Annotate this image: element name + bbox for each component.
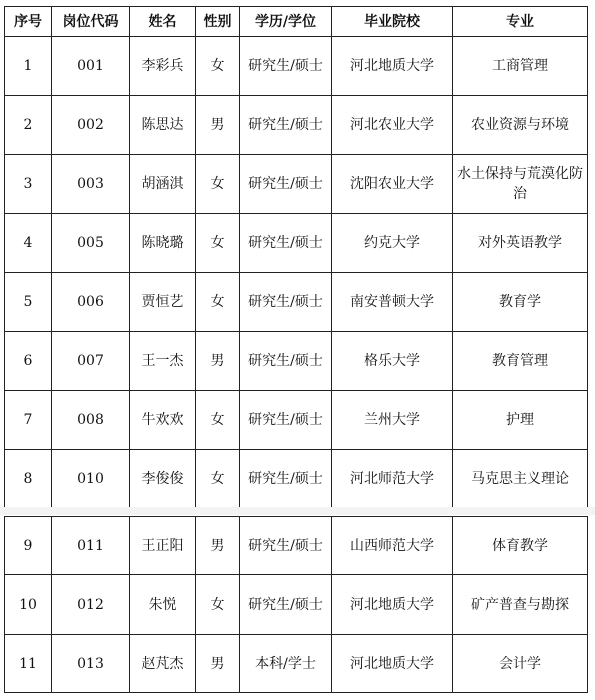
cell-school: 山西师范大学 bbox=[332, 517, 453, 575]
table-row bbox=[5, 635, 588, 693]
table-row bbox=[5, 575, 588, 635]
cell-school: 南安普顿大学 bbox=[332, 273, 453, 332]
cell-index: 2 bbox=[5, 96, 52, 155]
cell-school: 河北师范大学 bbox=[332, 450, 453, 509]
cell-education: 研究生/硕士 bbox=[240, 575, 332, 635]
cell-gender: 男 bbox=[196, 332, 240, 391]
cell-index: 4 bbox=[5, 214, 52, 273]
table-row bbox=[5, 391, 588, 450]
table-row bbox=[5, 37, 588, 96]
cell-school: 河北地质大学 bbox=[332, 635, 453, 693]
cell-position-code: 002 bbox=[52, 96, 130, 155]
cell-name: 胡涵淇 bbox=[130, 155, 196, 214]
header-name: 姓名 bbox=[130, 7, 196, 37]
personnel-table-page-2 bbox=[4, 516, 588, 693]
cell-index: 3 bbox=[5, 155, 52, 214]
cell-gender: 女 bbox=[196, 214, 240, 273]
cell-gender: 男 bbox=[196, 517, 240, 575]
header-school: 毕业院校 bbox=[332, 7, 453, 37]
cell-name: 陈思达 bbox=[130, 96, 196, 155]
cell-name: 王一杰 bbox=[130, 332, 196, 391]
cell-index: 9 bbox=[5, 517, 52, 575]
cell-index: 8 bbox=[5, 450, 52, 509]
header-education: 学历/学位 bbox=[240, 7, 332, 37]
cell-major: 教育学 bbox=[453, 273, 588, 332]
personnel-table-page-1 bbox=[4, 6, 588, 509]
cell-school: 河北地质大学 bbox=[332, 37, 453, 96]
table-row bbox=[5, 96, 588, 155]
cell-major: 水土保持与荒漠化防治 bbox=[453, 155, 588, 214]
cell-major: 护理 bbox=[453, 391, 588, 450]
cell-education: 研究生/硕士 bbox=[240, 96, 332, 155]
cell-gender: 男 bbox=[196, 96, 240, 155]
cell-position-code: 005 bbox=[52, 214, 130, 273]
cell-education: 研究生/硕士 bbox=[240, 391, 332, 450]
cell-school: 格乐大学 bbox=[332, 332, 453, 391]
table-row bbox=[5, 332, 588, 391]
cell-name: 朱悦 bbox=[130, 575, 196, 635]
cell-education: 研究生/硕士 bbox=[240, 450, 332, 509]
cell-name: 赵芃杰 bbox=[130, 635, 196, 693]
cell-gender: 女 bbox=[196, 37, 240, 96]
cell-gender: 女 bbox=[196, 273, 240, 332]
cell-gender: 女 bbox=[196, 450, 240, 509]
cell-education: 研究生/硕士 bbox=[240, 37, 332, 96]
cell-major: 工商管理 bbox=[453, 37, 588, 96]
table-row bbox=[5, 517, 588, 575]
table-row bbox=[5, 450, 588, 509]
cell-education: 研究生/硕士 bbox=[240, 273, 332, 332]
cell-index: 1 bbox=[5, 37, 52, 96]
table-row bbox=[5, 214, 588, 273]
cell-gender: 女 bbox=[196, 575, 240, 635]
cell-school: 河北地质大学 bbox=[332, 575, 453, 635]
cell-major: 马克思主义理论 bbox=[453, 450, 588, 509]
table-row bbox=[5, 273, 588, 332]
cell-major: 矿产普查与勘探 bbox=[453, 575, 588, 635]
header-row bbox=[5, 7, 588, 37]
cell-position-code: 007 bbox=[52, 332, 130, 391]
cell-school: 沈阳农业大学 bbox=[332, 155, 453, 214]
cell-position-code: 003 bbox=[52, 155, 130, 214]
page-break-gap bbox=[0, 507, 595, 515]
cell-name: 陈晓璐 bbox=[130, 214, 196, 273]
cell-position-code: 011 bbox=[52, 517, 130, 575]
table-row bbox=[5, 155, 588, 214]
cell-name: 李彩兵 bbox=[130, 37, 196, 96]
header-major: 专业 bbox=[453, 7, 588, 37]
cell-name: 王正阳 bbox=[130, 517, 196, 575]
cell-gender: 男 bbox=[196, 635, 240, 693]
cell-index: 7 bbox=[5, 391, 52, 450]
cell-major: 体育教学 bbox=[453, 517, 588, 575]
cell-name: 李俊俊 bbox=[130, 450, 196, 509]
cell-major: 农业资源与环境 bbox=[453, 96, 588, 155]
cell-education: 本科/学士 bbox=[240, 635, 332, 693]
cell-position-code: 010 bbox=[52, 450, 130, 509]
cell-school: 河北农业大学 bbox=[332, 96, 453, 155]
cell-education: 研究生/硕士 bbox=[240, 155, 332, 214]
cell-school: 约克大学 bbox=[332, 214, 453, 273]
cell-name: 贾恒艺 bbox=[130, 273, 196, 332]
cell-gender: 女 bbox=[196, 391, 240, 450]
cell-education: 研究生/硕士 bbox=[240, 332, 332, 391]
cell-position-code: 006 bbox=[52, 273, 130, 332]
cell-index: 11 bbox=[5, 635, 52, 693]
cell-position-code: 001 bbox=[52, 37, 130, 96]
cell-gender: 女 bbox=[196, 155, 240, 214]
cell-major: 对外英语教学 bbox=[453, 214, 588, 273]
cell-position-code: 013 bbox=[52, 635, 130, 693]
header-gender: 性别 bbox=[196, 7, 240, 37]
cell-position-code: 012 bbox=[52, 575, 130, 635]
cell-position-code: 008 bbox=[52, 391, 130, 450]
cell-education: 研究生/硕士 bbox=[240, 517, 332, 575]
cell-index: 6 bbox=[5, 332, 52, 391]
cell-major: 会计学 bbox=[453, 635, 588, 693]
header-index: 序号 bbox=[5, 7, 52, 37]
cell-name: 牛欢欢 bbox=[130, 391, 196, 450]
cell-education: 研究生/硕士 bbox=[240, 214, 332, 273]
cell-school: 兰州大学 bbox=[332, 391, 453, 450]
cell-index: 10 bbox=[5, 575, 52, 635]
header-position-code: 岗位代码 bbox=[52, 7, 130, 37]
cell-major: 教育管理 bbox=[453, 332, 588, 391]
cell-index: 5 bbox=[5, 273, 52, 332]
